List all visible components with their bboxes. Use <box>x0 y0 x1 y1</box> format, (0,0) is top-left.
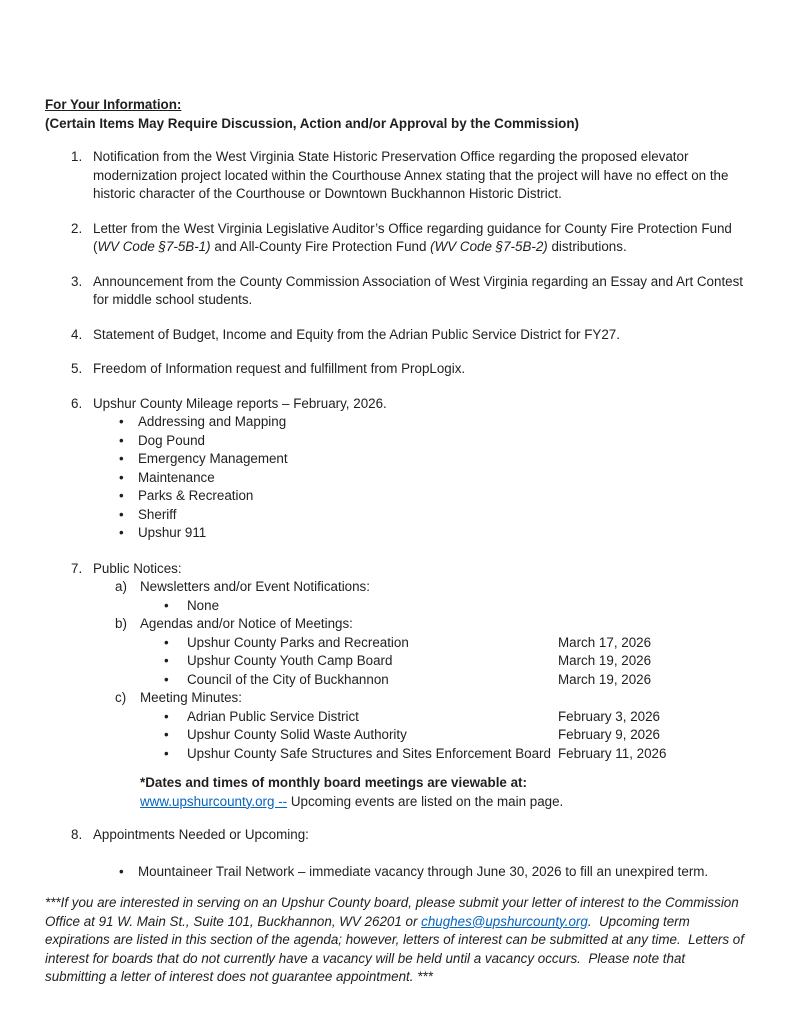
commission-email-link[interactable]: chughes@upshurcounty.org <box>421 913 588 929</box>
bullet-text: Parks & Recreation <box>138 488 254 503</box>
note-bold-line: *Dates and times of monthly board meetings are viewable at: <box>140 775 527 790</box>
code-citation: (WV Code §7-5B-2) <box>430 239 548 254</box>
bullet-icon: • <box>164 671 169 687</box>
bullet-icon: • <box>119 506 124 522</box>
item-number: 1. <box>71 149 83 164</box>
entry-name: Upshur County Safe Structures and Sites Enforcement Board <box>187 745 551 761</box>
sub-item-c <box>45 689 748 708</box>
bullet-text: Mountaineer Trail Network – immediate vacancy through June 30, 2026 to fill an unexpired term. <box>138 863 709 879</box>
entry-name: Adrian Public Service District <box>187 708 359 724</box>
mileage-bullet-item <box>45 469 748 488</box>
note-link-line <box>140 793 748 812</box>
bullet-icon: • <box>164 745 169 761</box>
mileage-bullet-item <box>45 506 748 525</box>
appointment-bullet-item <box>45 863 748 882</box>
entry-date: February 3, 2026 <box>558 708 660 724</box>
sub-item-a <box>45 578 748 597</box>
item-text: Announcement from the County Commission Association of West Virginia regarding an Essay and Art Contest for middle school students. <box>93 273 744 307</box>
notice-entry <box>45 726 748 745</box>
bullet-icon: • <box>164 653 169 668</box>
item-text: Statement of Budget, Income and Equity from the Adrian Public Service District for FY27. <box>93 326 620 342</box>
upshurcounty-website-link[interactable]: www.upshurcounty.org -- <box>140 793 288 809</box>
notice-entry <box>45 597 748 616</box>
entry-name: Upshur County Youth Camp Board <box>187 653 393 668</box>
entry-date: March 17, 2026 <box>558 634 652 650</box>
notice-entry <box>45 708 748 727</box>
entry-name: Upshur County Solid Waste Authority <box>187 727 407 742</box>
bullet-text: Maintenance <box>138 469 215 485</box>
item-number: 6. <box>71 395 83 411</box>
item-text: Public Notices: <box>93 560 182 576</box>
list-item-8 <box>45 826 748 845</box>
sub-item-title: Agendas and/or Notice of Meetings: <box>140 616 353 631</box>
entry-name: Council of the City of Buckhannon <box>187 671 389 687</box>
note-rest: Upcoming events are listed on the main page. <box>287 793 564 809</box>
page-title-text: For Your Information: <box>45 97 182 112</box>
mileage-bullet-item <box>45 413 748 432</box>
bullet-icon: • <box>164 727 169 742</box>
item-number: 5. <box>71 361 83 376</box>
mileage-bullet-item <box>45 432 748 451</box>
bullet-icon: • <box>119 451 124 466</box>
item-text-segment: and All-County Fire Protection Fund <box>210 239 431 254</box>
list-item-5 <box>45 360 748 379</box>
mileage-bullet-item <box>45 524 748 543</box>
sub-item-label: b) <box>115 616 127 631</box>
item-number: 4. <box>71 326 83 342</box>
item-text: Upshur County Mileage reports – February, 2026. <box>93 395 387 411</box>
item-number: 7. <box>71 560 83 576</box>
item-text: Appointments Needed or Upcoming: <box>93 827 309 842</box>
entry-date: March 19, 2026 <box>558 671 652 687</box>
item-text-segment: distributions. <box>547 239 627 254</box>
item-text <box>93 220 748 257</box>
entry-date: February 11, 2026 <box>558 745 667 761</box>
bullet-icon: • <box>119 432 124 448</box>
bullet-icon: • <box>164 708 169 724</box>
sub-item-label: a) <box>115 579 127 594</box>
list-item-3 <box>45 273 748 310</box>
bullet-text: Upshur 911 <box>138 525 207 540</box>
notice-entry <box>45 671 748 690</box>
bullet-icon: • <box>119 469 124 485</box>
footer-tail: . Upcoming term expirations are listed in this section of the agenda; however, letters of interest can be submitted at any time. Letters of interest for boards that do not currently have a vacancy will be held until a vacancy occurs. Please note that submitting a letter of interest does not guarantee appointment. *** <box>45 913 744 984</box>
item-text: Notification from the West Virginia State Historic Preservation Office regarding the proposed elevator modernization project located within the Courthouse Annex stating that the project will have no effect on the historic character of the Courthouse or Downtown Buckhannon Historic District. <box>93 149 729 201</box>
sub-item-b <box>45 615 748 634</box>
bullet-text: Emergency Management <box>138 451 288 466</box>
bullet-text: Sheriff <box>138 506 177 522</box>
page-subtitle: (Certain Items May Require Discussion, Action and/or Approval by the Commission) <box>45 115 579 131</box>
letter-of-interest-note <box>45 894 748 987</box>
bullet-icon: • <box>119 863 124 879</box>
sub-item-title: Newsletters and/or Event Notifications: <box>140 579 370 594</box>
item-number: 2. <box>71 220 83 236</box>
bullet-icon: • <box>164 597 169 613</box>
list-item-6 <box>45 395 748 414</box>
bullet-icon: • <box>119 488 124 503</box>
item-text-segment: Letter from the West Virginia Legislative Auditor’s Office regarding guidance for County Fire Protection Fund ( <box>93 220 732 254</box>
bullet-text: Dog Pound <box>138 432 206 448</box>
list-item-1 <box>45 148 748 204</box>
list-item-2 <box>45 220 748 257</box>
bullet-text: Addressing and Mapping <box>138 414 287 429</box>
entry-name: None <box>187 597 220 613</box>
board-meetings-note <box>45 774 748 811</box>
list-item-7 <box>45 560 748 579</box>
mileage-bullet-item <box>45 450 748 469</box>
item-number: 3. <box>71 273 83 289</box>
notice-entry <box>45 745 748 764</box>
bullet-icon: • <box>164 634 169 650</box>
footer-lead: ***If you are interested in serving on an Upshur County board, please submit your letter of interest to the Commission Office at 91 W. Main St., Suite 101, Buckhannon, WV 26201 or <box>45 895 739 929</box>
sub-item-title: Meeting Minutes: <box>140 690 242 705</box>
entry-date: February 9, 2026 <box>558 727 660 742</box>
bullet-icon: • <box>119 414 124 429</box>
item-text: Freedom of Information request and fulfillment from PropLogix. <box>93 361 466 376</box>
sub-item-label: c) <box>115 690 127 705</box>
mileage-bullet-item <box>45 487 748 506</box>
item-number: 8. <box>71 827 83 842</box>
notice-entry <box>45 634 748 653</box>
list-item-4 <box>45 326 748 345</box>
page-title <box>45 96 748 115</box>
bullet-icon: • <box>119 525 124 540</box>
code-citation: WV Code §7-5B-1) <box>97 239 211 254</box>
notice-entry <box>45 652 748 671</box>
entry-date: March 19, 2026 <box>558 653 652 668</box>
entry-name: Upshur County Parks and Recreation <box>187 634 409 650</box>
